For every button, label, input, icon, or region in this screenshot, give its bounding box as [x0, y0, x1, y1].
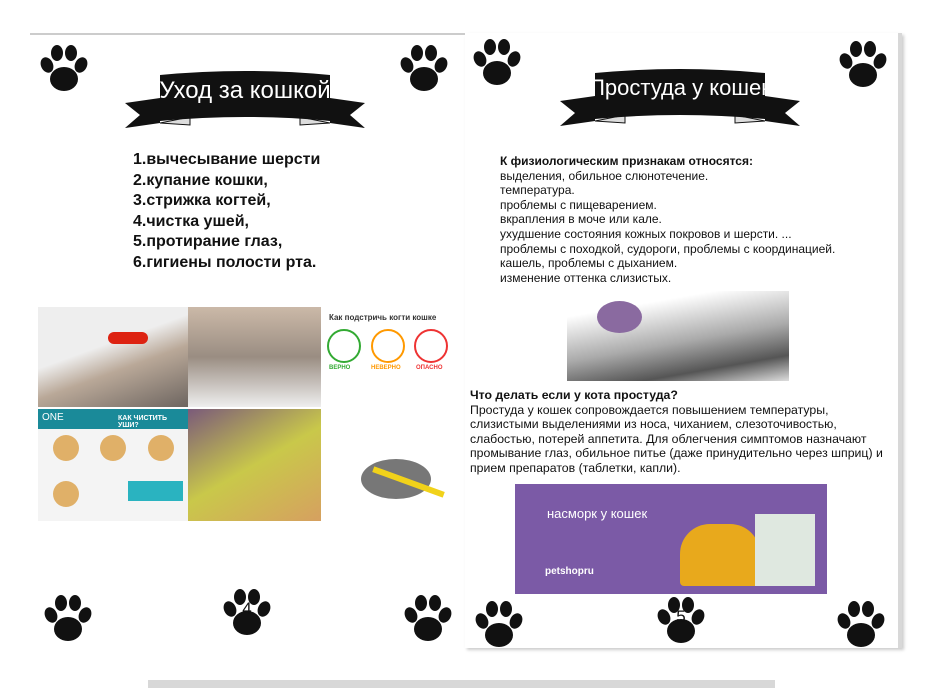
brushing-cat-photo: [38, 307, 188, 407]
what-to-do-block: [470, 388, 895, 476]
claws-title: Как подстричь когти кошке: [329, 313, 437, 322]
care-list: [133, 150, 320, 273]
paw-icon: [42, 593, 94, 645]
list-item: 5.протирание глаз,: [133, 233, 283, 250]
paw-icon: [38, 43, 90, 95]
sign-item: кашель, проблемы с дыханием.: [500, 256, 678, 271]
label-correct: ВЕРНО: [329, 365, 351, 371]
sign-item: проблемы с походкой, судороги, проблемы с координацией.: [500, 241, 836, 256]
ad-brand: petshopru: [545, 566, 594, 577]
sign-item: изменение оттенка слизистых.: [500, 270, 672, 285]
page-title: «Простуда у кошек»: [576, 75, 784, 100]
page-number: [655, 595, 707, 647]
list-item: 6.гигиены полости рта.: [133, 253, 317, 271]
title-banner: [555, 61, 805, 131]
page-number-text: 5: [676, 607, 686, 626]
ears-title: КАК ЧИСТИТЬ УШИ?: [118, 415, 167, 429]
eye-cleaning-photo: [188, 409, 321, 521]
list-item: 3.стрижка когтей,: [133, 192, 271, 209]
ear-cleaning-infographic: [38, 409, 188, 521]
petshop-ad-banner[interactable]: [515, 484, 827, 594]
claws-infographic: [321, 307, 455, 407]
title-banner: [120, 63, 370, 133]
signs-heading: К физиологическим признакам относятся:: [500, 154, 753, 168]
page-number: [221, 587, 273, 639]
page-5: [465, 33, 902, 648]
horizontal-scrollbar[interactable]: [148, 680, 775, 688]
signs-block: [500, 154, 835, 285]
list-item: 1.вычесывание шерсти: [133, 151, 321, 168]
paw-icon: [398, 43, 450, 95]
bathing-cat-photo: [188, 307, 321, 407]
what-heading: Что делать если у кота простуда?: [470, 388, 678, 402]
sign-item: ухудшение состояния кожных покровов и шерсти. ...: [500, 226, 792, 241]
what-text: Простуда у кошек сопровождается повышением температуры, слизистыми выделениями из носа, чиханием, слезоточивостью, слабостью, потерей аппетита. Для облегчения симптомов назначают промывание глаз, обильное питье (даже принудительно через шприц) и прием препаратов (таблетки, капли).: [470, 402, 883, 475]
list-item: 4.чистка ушей,: [133, 212, 249, 230]
teeth-cleaning-photo: [321, 409, 455, 521]
paw-icon: [402, 593, 454, 645]
paw-icon: [837, 39, 889, 91]
list-item: 2.купание кошки,: [133, 171, 268, 189]
label-dangerous: ОПАСНО: [416, 365, 443, 371]
sign-item: выделения, обильное слюнотечение.: [500, 168, 709, 183]
page-number-text: 4: [242, 599, 252, 618]
paw-icon: [471, 37, 523, 89]
ad-text: насморк у кошек: [547, 506, 648, 521]
label-wrong: НЕВЕРНО: [371, 365, 401, 371]
page-title: «Уход за кошкой»: [146, 77, 344, 104]
sign-item: проблемы с пищеварением.: [500, 197, 657, 212]
page-4: [30, 33, 465, 650]
sick-cat-photo: [567, 291, 789, 381]
sign-item: температура.: [500, 183, 575, 198]
brand-logo: ONE: [42, 412, 64, 423]
paw-icon: [835, 599, 887, 651]
paw-icon: [473, 599, 525, 651]
sign-item: вкрапления в моче или кале.: [500, 212, 662, 227]
